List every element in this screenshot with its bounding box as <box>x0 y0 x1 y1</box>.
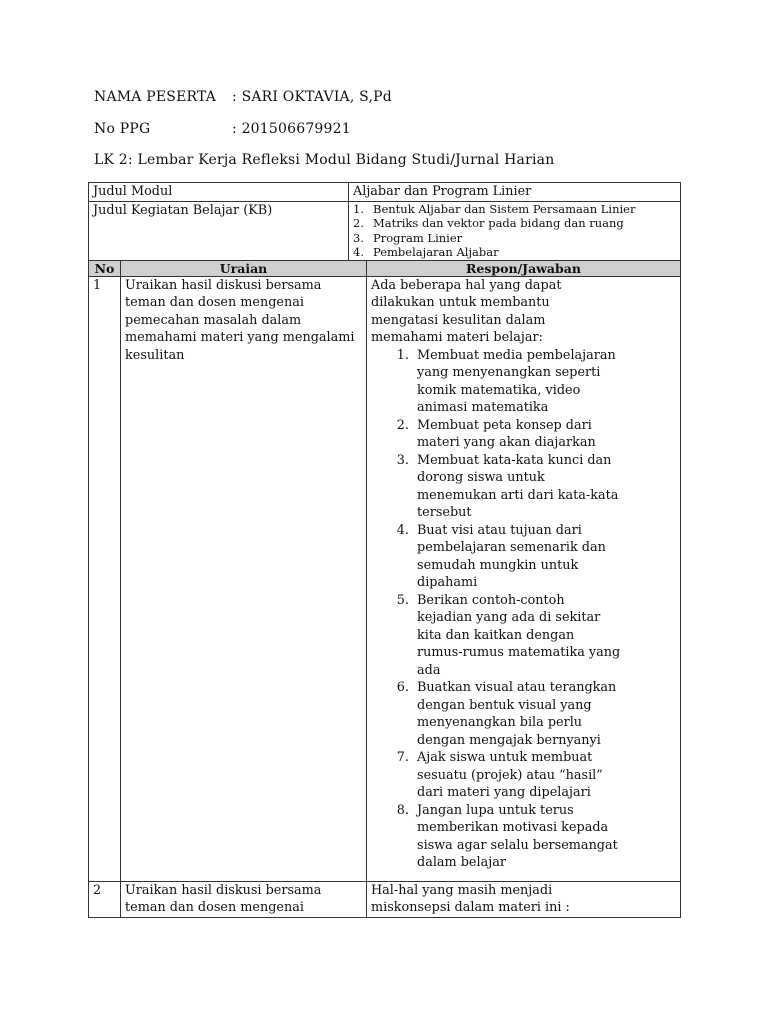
kb-item: 1. Bentuk Aljabar dan Sistem Persamaan Linier <box>353 201 636 216</box>
uraian-cell: Uraikan hasil diskusi bersama teman dan dosen mengenai pemecahan masalah dalam memahami materi yang mengalami kesulitan <box>121 276 367 881</box>
nama-peserta-value: : SARI OKTAVIA, S,Pd <box>232 89 392 105</box>
table-row <box>89 276 681 881</box>
respon-item: 1. Membuat media pembelajaran yang menyenangkan seperti komik matematika, video animasi matematika <box>396 347 616 415</box>
respon-item: 3. Membuat kata-kata kunci dan dorong siswa untuk menemukan arti dari kata-kata tersebut <box>396 452 619 520</box>
col-no-header: No <box>89 260 121 276</box>
col-uraian-header: Uraian <box>121 260 367 276</box>
lk-title: LK 2: Lembar Kerja Refleksi Modul Bidang Studi/Jurnal Harian <box>94 152 555 168</box>
respon-list <box>371 347 676 872</box>
no-ppg-line <box>94 121 351 137</box>
respon-cell: Hal-hal yang masih menjadi miskonsepsi dalam materi ini : <box>367 881 681 917</box>
respon-item: 8. Jangan lupa untuk terus memberikan motivasi kepada siswa agar selalu bersemangat dalam belajar <box>396 802 618 870</box>
nama-peserta-line <box>94 89 392 105</box>
judul-modul-row <box>89 183 681 202</box>
respon-item: 4. Buat visi atau tujuan dari pembelajaran semenarik dan semudah mungkin untuk dipahami <box>396 522 606 590</box>
kb-list-cell <box>349 201 681 260</box>
kb-item: 4. Pembelajaran Aljabar <box>353 245 499 259</box>
col-respon-header: Respon/Jawaban <box>367 260 681 276</box>
no-ppg-value: : 201506679921 <box>232 121 351 137</box>
uraian-cell: Uraikan hasil diskusi bersama teman dan dosen mengenai <box>121 881 367 917</box>
kb-item: 2. Matriks dan vektor pada bidang dan ruang <box>353 216 624 230</box>
reflection-table <box>88 182 681 918</box>
judul-modul-value: Aljabar dan Program Linier <box>349 183 681 202</box>
respon-item: 2. Membuat peta konsep dari materi yang akan diajarkan <box>396 417 596 450</box>
nama-peserta-label: NAMA PESERTA <box>94 89 217 105</box>
kb-list <box>353 202 676 260</box>
table-row <box>89 881 681 917</box>
respon-cell: Ada beberapa hal yang dapat dilakukan untuk membantu mengatasi kesulitan dalam memahami materi belajar: 1. Membuat media pembelajaran yang menyenangkan seperti komik matematika, video animasi matematika 2. Membuat peta konsep dari materi yang akan diajarkan 3. Membuat kata-kata kunci dan dorong siswa untuk menemukan arti dari kata-kata tersebut 4. Buat visi atau tujuan dari pembelajaran semenarik dan semudah mungkin untuk dipahami 5. Berikan contoh-contoh kejadian yang ada di sekitar kita dan kaitkan dengan rumus-rumus matematika yang ada 6. Buatkan visual atau terangkan dengan bentuk visual yang menyenangkan bila perlu dengan mengajak bernyanyi 7. Ajak siswa untuk membuat sesuatu (projek) atau “hasil” dari materi yang dipelajari 8. Jangan lupa untuk terus memberikan motivasi kepada siswa agar selalu bersemangat dalam belajar <box>367 276 681 881</box>
judul-modul-label: Judul Modul <box>89 183 349 202</box>
respon-item: 5. Berikan contoh-contoh kejadian yang ada di sekitar kita dan kaitkan dengan rumus-rumus matematika yang ada <box>396 592 621 678</box>
no-ppg-label: No PPG <box>94 121 151 137</box>
row-number: 1 <box>89 276 121 881</box>
respon-item: 6. Buatkan visual atau terangkan dengan bentuk visual yang menyenangkan bila perlu dengan mengajak bernyanyi <box>396 680 617 748</box>
row-number: 2 <box>89 881 121 917</box>
respon-item: 7. Ajak siswa untuk membuat sesuatu (projek) atau “hasil” dari materi yang dipelajari <box>396 750 603 800</box>
kb-item: 3. Program Linier <box>353 230 463 245</box>
judul-kb-row <box>89 201 681 260</box>
column-header-row <box>89 260 681 276</box>
judul-kb-label: Judul Kegiatan Belajar (KB) <box>89 201 349 260</box>
